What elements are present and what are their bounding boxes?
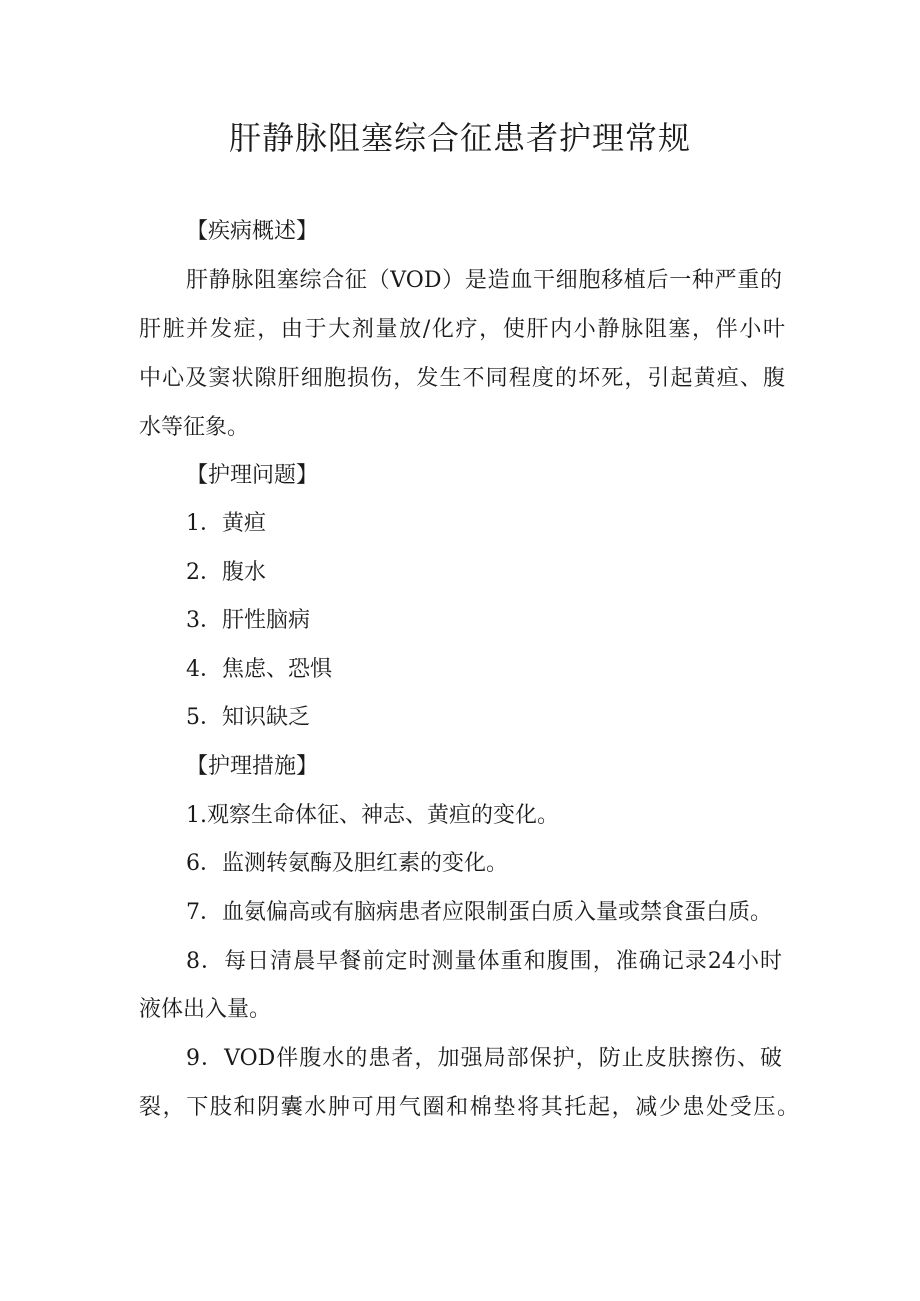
overview-line-2: 肝脏并发症，由于大剂量放/化疗，使肝内小静脉阻塞，伴小叶 xyxy=(139,317,785,342)
section-heading-problems: 【护理问题】 xyxy=(186,463,319,488)
section-heading-measures: 【护理措施】 xyxy=(186,754,319,779)
measure-item-6: 6．监测转氨酶及胆红素的变化。 xyxy=(186,851,508,876)
measure-item-7: 7．血氨偏高或有脑病患者应限制蛋白质入量或禁食蛋白质。 xyxy=(186,900,772,925)
measure-item-8-line-1: 8．每日清晨早餐前定时测量体重和腹围，准确记录24小时 xyxy=(186,949,782,974)
problem-item-1: 1．黄疸 xyxy=(186,511,266,536)
measure-item-9-line-2: 裂，下肢和阴囊水肿可用气圈和棉垫将其托起，减少患处受压。 xyxy=(139,1095,799,1120)
overview-line-1: 肝静脉阻塞综合征（VOD）是造血干细胞移植后一种严重的 xyxy=(186,268,782,293)
problem-item-2: 2．腹水 xyxy=(186,560,266,585)
measure-item-8-line-2: 液体出入量。 xyxy=(139,997,272,1022)
problem-item-4: 4．焦虑、恐惧 xyxy=(186,657,332,682)
problem-item-5: 5．知识缺乏 xyxy=(186,705,310,730)
overview-line-4: 水等征象。 xyxy=(139,415,250,440)
document-title: 肝静脉阻塞综合征患者护理常规 xyxy=(228,119,691,157)
measure-item-1: 1.观察生命体征、神志、黄疸的变化。 xyxy=(186,803,559,828)
measure-item-9-line-1: 9．VOD伴腹水的患者，加强局部保护，防止皮肤擦伤、破 xyxy=(186,1046,782,1071)
section-heading-overview: 【疾病概述】 xyxy=(186,219,319,244)
overview-line-3: 中心及窦状隙肝细胞损伤，发生不同程度的坏死，引起黄疸、腹 xyxy=(139,366,785,391)
problem-item-3: 3．肝性脑病 xyxy=(186,608,310,633)
